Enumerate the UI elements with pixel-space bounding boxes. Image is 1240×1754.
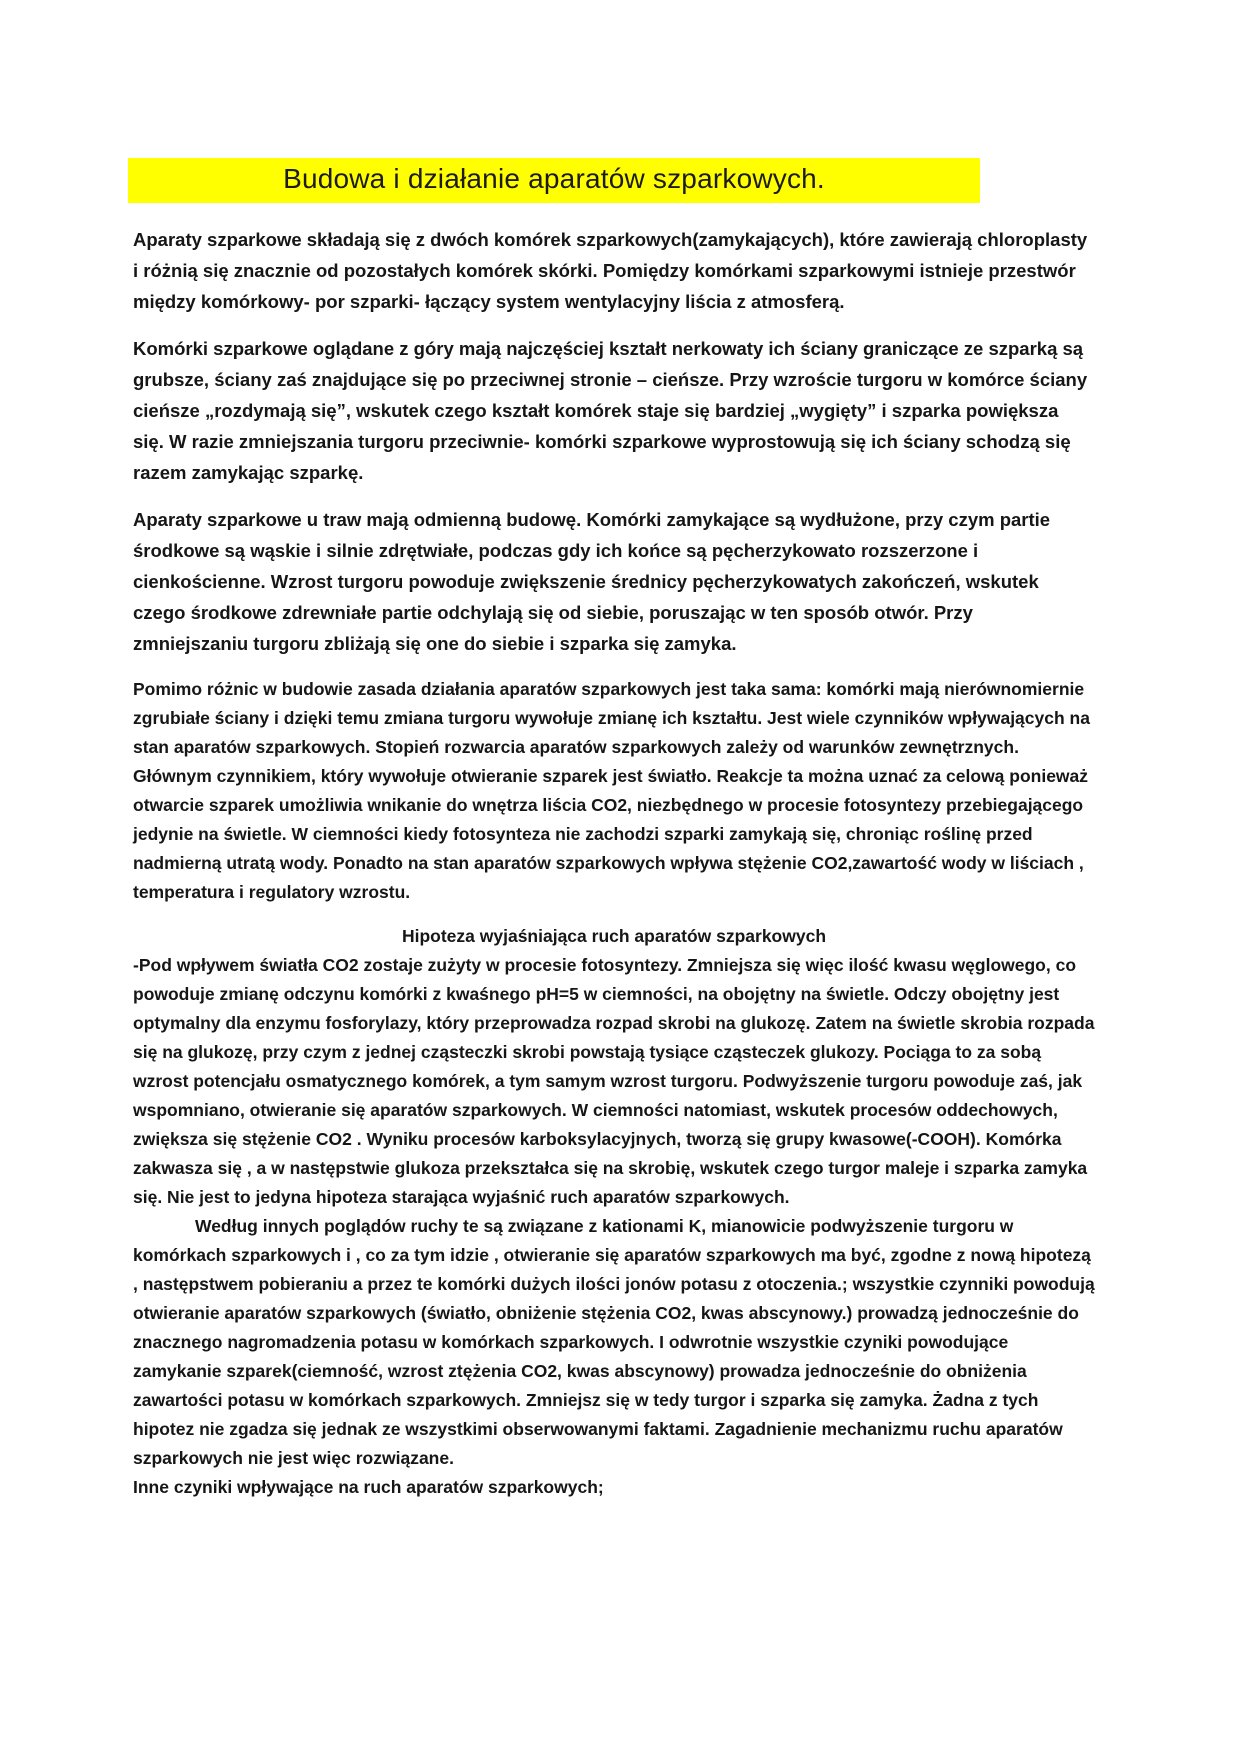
title-highlight — [128, 158, 980, 203]
page-title: Budowa i działanie aparatów szparkowych. — [283, 163, 825, 194]
closing-line: Inne czyniki wpływające na ruch aparatów szparkowych; — [133, 1477, 604, 1497]
paragraph-operating-principle: Pomimo różnic w budowie zasada działania aparatów szparkowych jest taka sama: komórki mają nierównomiernie zgrubiałe ściany i dzięki temu zmiana turgoru wywołuje zmianę ich kształtu. Jest wiele czynników wpływających na stan aparatów szparkowych. Stopień rozwarcia aparatów szparkowych zależy od warunków zewnętrznych. Głównym czynnikiem, który wywołuje otwieranie szparek jest światło. Reakcje ta można uznać za celową ponieważ otwarcie szparek umożliwia wnikanie do wnętrza liścia CO2, niezbędnego w procesie fotosyntezy przebiegającego jedynie na świetle. W ciemności kiedy fotosynteza nie zachodzi szparki zamykają się, chroniąc roślinę przed nadmierną utratą wody. Ponadto na stan aparatów szparkowych wpływa stężenie CO2,zawartość wody w liściach , temperatura i regulatory wzrostu. — [133, 679, 1090, 902]
paragraph-kidney-shape-cells: Komórki szparkowe oglądane z góry mają najczęściej kształt nerkowaty ich ściany graniczące ze szparką są grubsze, ściany zaś znajdujące się po przeciwnej stronie – cieńsze. Przy wzroście turgoru w komórce ściany cieńsze „rozdymają się”, wskutek czego kształt komórek staje się bardziej „wygięty” i szparka powiększa się. W razie zmniejszania turgoru przeciwnie- komórki szparkowe wyprostowują się ich ściany schodzą się razem zamykając szparkę. — [133, 338, 1088, 483]
paragraph-grass-stomata: Aparaty szparkowe u traw mają odmienną budowę. Komórki zamykające są wydłużone, przy czym partie środkowe są wąskie i silnie zdrętwiałe, podczas gdy ich końce są pęcherzykowato rozszerzone i cienkościenne. Wzrost turgoru powoduje zwiększenie średnicy pęcherzykowatych zakończeń, wskutek czego środkowe zdrewniałe partie odchylają się od siebie, poruszając w ten sposób otwór. Przy zmniejszaniu turgoru zbliżają się one do siebie i szparka się zamyka. — [133, 509, 1051, 654]
paragraph-starch-hypothesis: -Pod wpływem światła CO2 zostaje zużyty w procesie fotosyntezy. Zmniejsza się więc ilość kwasu węglowego, co powoduje zmianę odczynu komórki z kwaśnego pH=5 w ciemności, na obojętny na świetle. Odczy obojętny jest optymalny dla enzymu fosforylazy, który przeprowadza rozpad skrobi na glukozę. Zatem na świetle skrobia rozpada się na glukozę, przy czym z jednej cząsteczki skrobi powstają tysiące cząsteczek glukozy. Pociąga to za sobą wzrost potencjału osmatycznego komórek, a tym samym wzrost turgoru. Podwyższenie turgoru powoduje zaś, jak wspomniano, otwieranie się aparatów szparkowych. W ciemności natomiast, wskutek procesów oddechowych, zwiększa się stężenie CO2 . Wyniku procesów karboksylacyjnych, tworzą się grupy kwasowe(-COOH). Komórka zakwasza się , a w następstwie glukoza przekształca się na skrobię, wskutek czego turgor maleje i szparka zamyka się. Nie jest to jedyna hipoteza starająca wyjaśnić ruch aparatów szparkowych. — [133, 955, 1095, 1207]
hypothesis-section — [133, 922, 1095, 1502]
paragraph-potassium-hypothesis: Według innych poglądów ruchy te są związane z kationami K, mianowicie podwyższenie turgoru w komórkach szparkowych i , co za tym idzie , otwieranie się aparatów szparkowych ma być, zgodne z nową hipotezą , następstwem pobieraniu a przez te komórki dużych ilości jonów potasu z otoczenia.; wszystkie czynniki powodują otwieranie aparatów szparkowych (światło, obniżenie stężenia CO2, kwas abscynowy.) prowadzą jednocześnie do znacznego nagromadzenia potasu w komórkach szparkowych. I odwrotnie wszystkie czyniki powodujące zamykanie szparek(ciemność, wzrost ztężenia CO2, kwas abscynowy) prowadza jednocześnie do obniżenia zawartości potasu w komórkach szparkowych. Zmniejsz się w tedy turgor i szparka się zamyka. Żadna z tych hipotez nie zgadza się jednak ze wszystkimi obserwowanymi faktami. Zagadnienie mechanizmu ruchu aparatów szparkowych nie jest więc rozwiązane. — [133, 1216, 1095, 1468]
paragraph-stomata-structure: Aparaty szparkowe składają się z dwóch komórek szparkowych(zamykających), które zawierają chloroplasty i różnią się znacznie od pozostałych komórek skórki. Pomiędzy komórkami szparkowymi istnieje przestwór między komórkowy- por szparki- łączący system wentylacyjny liścia z atmosferą. — [133, 229, 1088, 312]
hypothesis-heading: Hipoteza wyjaśniająca ruch aparatów szparkowych — [401, 926, 827, 946]
